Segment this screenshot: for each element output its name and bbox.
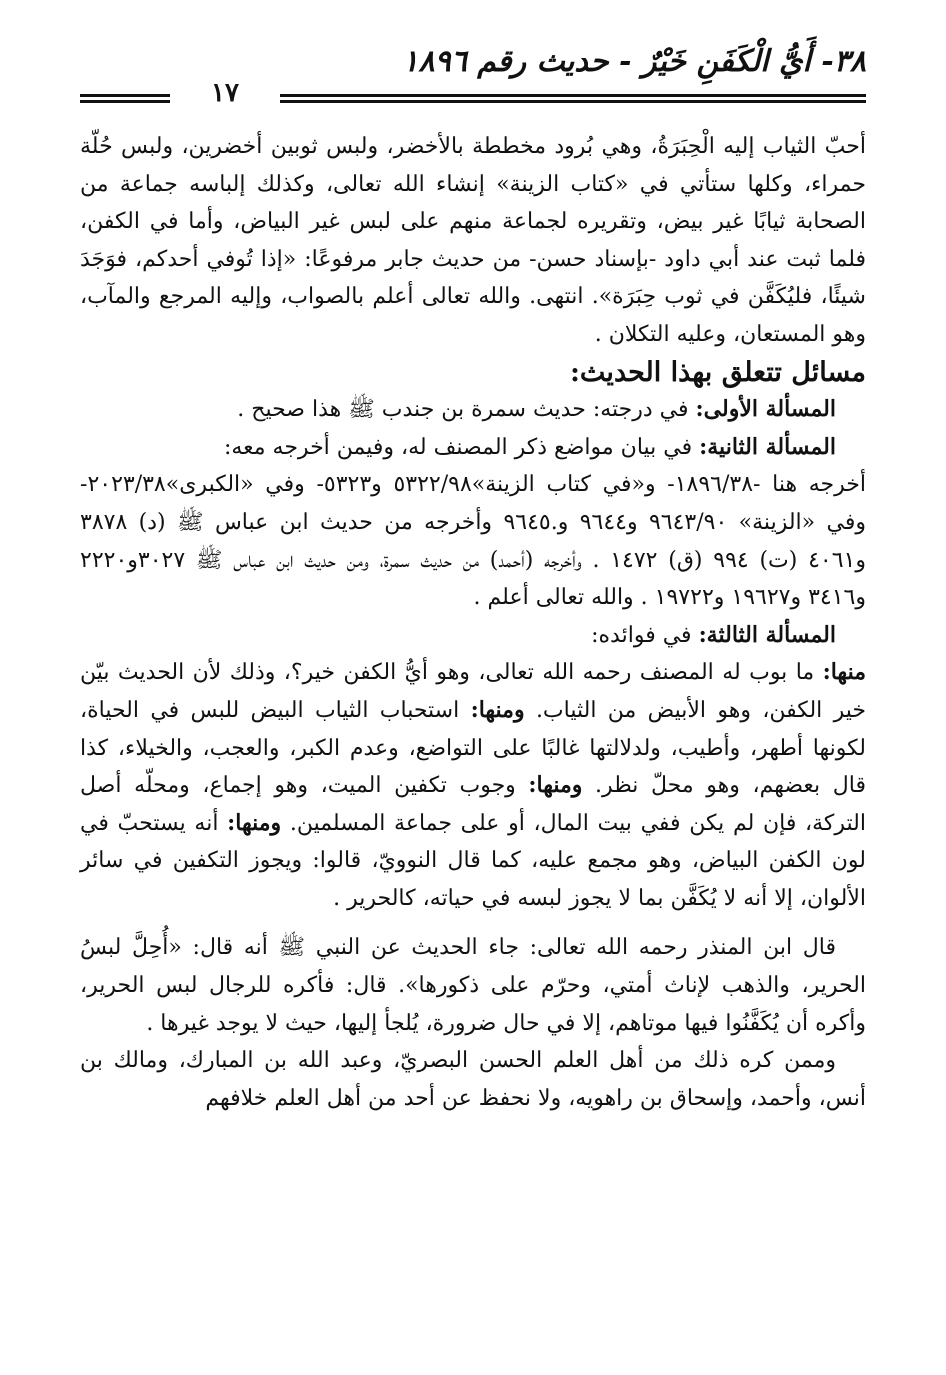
header-rule-left (80, 94, 170, 103)
section-heading: مسائل تتعلق بهذا الحديث: (569, 356, 866, 388)
benefit-lead-1: منها: (822, 659, 866, 686)
closing-paragraph-1: قال ابن المنذر رحمه الله تعالى: جاء الحديث عن النبي ﷺ أنه قال: «أُحِلَّ لبسُ الحرير، والذهب لإناث أمتي، وحرّم على ذكورها». قال: فأكره للرجال لبس الحرير، وأكره أن يُكَفَّنُوا فيها موتاهم، إلا في حال ضرورة، يُلجأ إليها، حيث لا يوجد غيرها . (80, 935, 866, 1036)
page-header (80, 44, 866, 114)
benefit-text-4: أنه يستحبّ في لون الكفن البياض، وهو مجمع عليه، كما قال النوويّ، قالوا: ويجوز التكفين في سائر الألوان، إلا أنه لا يُكَفَّن بما لا يجوز لبسه في حياته، كالحرير . (80, 810, 866, 911)
benefit-lead-3: ومنها: (528, 772, 583, 799)
issue-2 (80, 429, 866, 467)
benefit-text-3: وجوب تكفين الميت، وهو إجماع، ومحلّه أصل التركة، فإن لم يكن ففي بيت المال، أو على جماعة المسلمين. (80, 773, 866, 836)
benefits-paragraph (80, 654, 866, 917)
issue-1-text: في درجته: حديث سمرة بن جندب ﷺ هذا صحيح . (237, 397, 696, 423)
issue-3 (80, 617, 866, 655)
issue-1-label: المسألة الأولى: (695, 396, 836, 423)
page-number: ١٧ (211, 78, 239, 108)
chapter-title: ٣٨- أَيُّ الْكَفَنِ خَيْرٌ - حديث رقم ١٨٩٦ (402, 44, 866, 79)
issue-2-body: أخرجه هنا -١٨٩٦/٣٨- و«في كتاب الزينة»٥٣٢٢/٩٨ و٥٣٢٣- وفي «الكبرى»٢٠٢٣/٣٨- وفي «الزينة» ٩٦٤٣/٩٠ و٩٦٤٤ و.٩٦٤٥ وأخرجه من حديث ابن عباس ﷺ (د) ٣٨٧٨ و٤٠٦١ (ت) ٩٩٤ (ق) ١٤٧٢ . وأخرجه (أحمد) من حديث سمرة، ومن حديث ابن عباس ﷺ ٣٠٢٧و٢٢٢٠ و٣٤١٦ و١٩٦٢٧ و١٩٧٢٢ . والله تعالى أعلم . (80, 472, 866, 611)
page-body (80, 128, 866, 1117)
benefit-lead-4: ومنها: (227, 809, 282, 836)
issue-3-label: المسألة الثالثة: (698, 621, 836, 648)
issue-1 (80, 391, 866, 429)
benefit-text-1: ما بوب له المصنف رحمه الله تعالى، وهو أيُّ الكفن خير؟، وذلك لأن الحديث بيّن خير الكفن، وهو الأبيض من الثياب. (80, 660, 866, 723)
issue-2-text: في بيان مواضع ذكر المصنف له، وفيمن أخرجه معه: (223, 434, 700, 460)
issue-2-label: المسألة الثانية: (699, 433, 836, 460)
closing-paragraph-2: وممن كره ذلك من أهل العلم الحسن البصريّ، وعبد الله بن المبارك، ومالك بن أنس، وأحمد، وإسحاق بن راهويه، ولا نحفظ عن أحد من أهل العلم خلافهم (80, 1048, 866, 1111)
header-rule-right (280, 94, 866, 103)
benefit-lead-2: ومنها: (470, 696, 525, 723)
intro-paragraph: أحبّ الثياب إليه الْحِبَرَةُ، وهي بُرود مخططة بالأخضر، ولبس ثوبين أخضرين، ولبس حُلّة حمراء، وكلها ستأتي في «كتاب الزينة» إنشاء الله تعالى، وكذلك إلباسه جماعة من الصحابة ثيابًا غير بيض، وتقريره لجماعة منهم على لبس غير البياض، وأما في الكفن، فلما ثبت عند أبي داود -بإسناد حسن- من حديث جابر مرفوعًا: «إذا تُوفي أحدكم، فوَجَدَ شيئًا، فليُكَفَّن في ثوب حِبَرَة». انتهى. والله تعالى أعلم بالصواب، وإليه المرجع والمآب، وهو المستعان، وعليه التكلان . (80, 134, 866, 347)
issue-3-text: في فوائده: (591, 622, 699, 648)
benefit-text-2: استحباب الثياب البيض للبس في الحياة، لكونها أطهر، وأطيب، ولدلالتها غالبًا على التواضع، وعدم الكبر، والعجب، والخيلاء، كذا قال بعضهم، وهو محلّ نظر. (80, 697, 866, 799)
